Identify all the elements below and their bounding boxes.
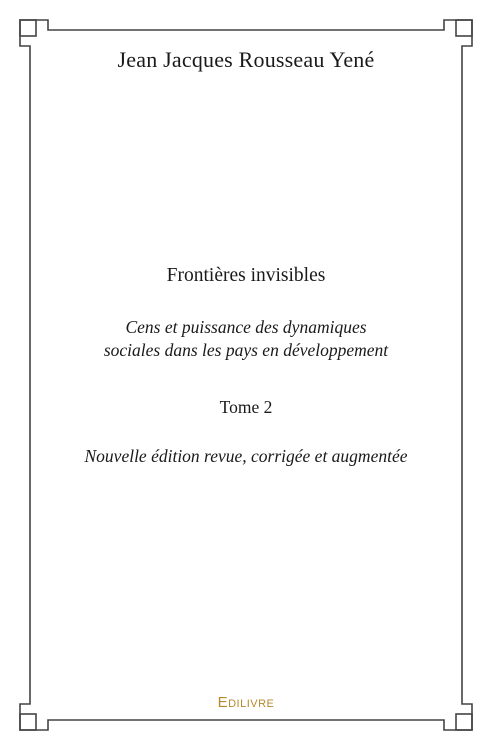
corner-ornament-top-left (20, 20, 36, 36)
subtitle-line-1: Cens et puissance des dynamiques (125, 317, 367, 337)
edition-note: Nouvelle édition revue, corrigée et augmentée (84, 446, 408, 466)
corner-ornament-bottom-right (456, 714, 472, 730)
author-name: Jean Jacques Rousseau Yené (117, 47, 375, 72)
book-subtitle (0, 316, 492, 362)
volume-number: Tome 2 (219, 397, 273, 417)
publisher-logo: Edilivre (217, 694, 275, 711)
corner-ornament-bottom-left (20, 714, 36, 730)
book-title: Frontières invisibles (166, 265, 326, 286)
corner-ornament-top-right (456, 20, 472, 36)
subtitle-line-2: sociales dans les pays en développement (103, 340, 389, 360)
frame-border (20, 20, 472, 730)
